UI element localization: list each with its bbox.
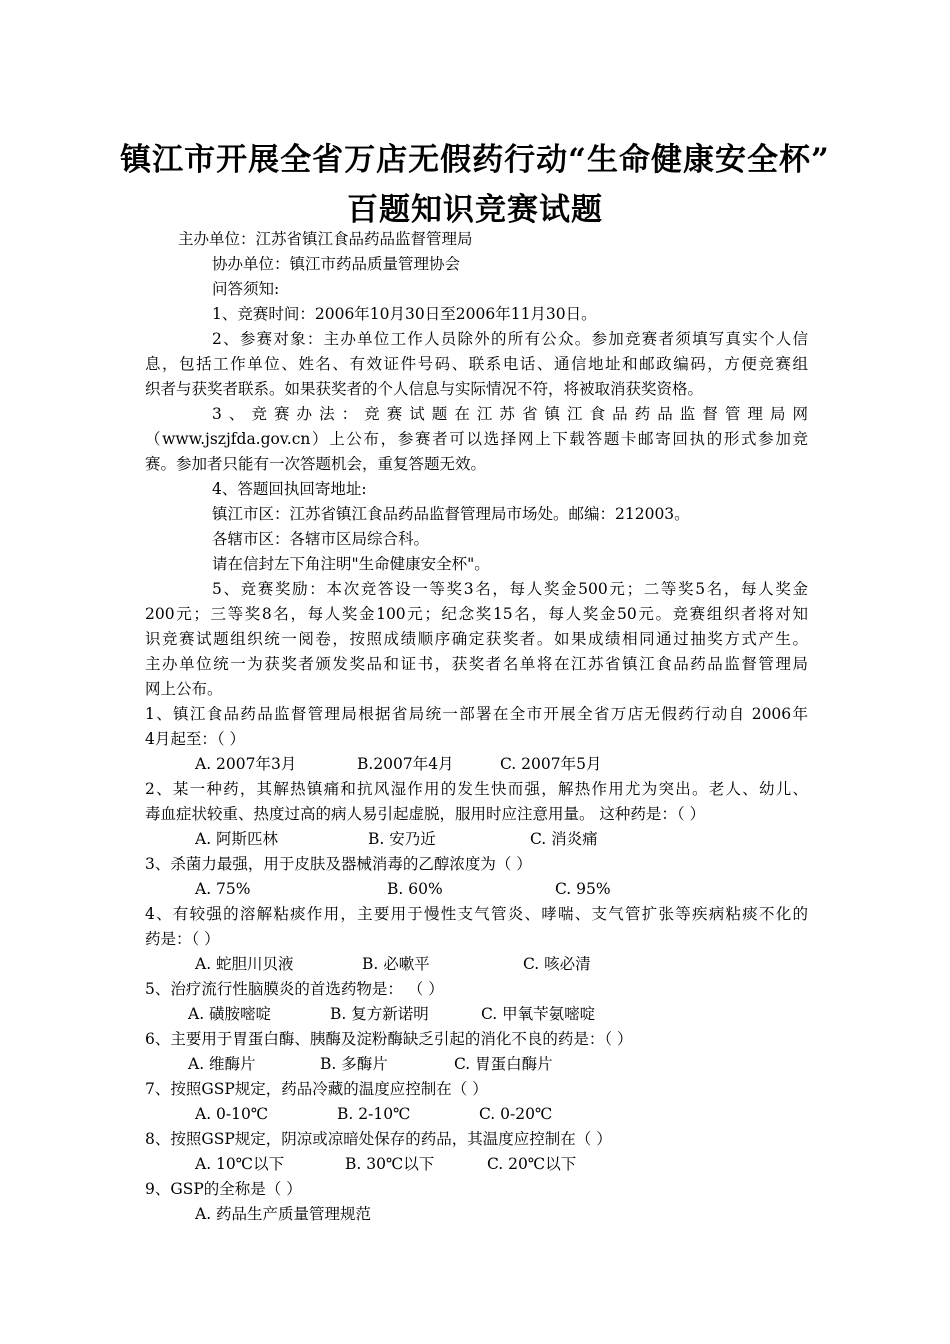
option-a: A. 蛇胆川贝液	[195, 955, 294, 973]
option-c: C. 甲氧苄氨嘧啶	[481, 1005, 596, 1023]
question-6: 6、主要用于胃蛋白酶、胰酶及淀粉酶缺乏引起的消化不良的药是：（ ）	[145, 1030, 633, 1048]
option-c: C. 0-20℃	[479, 1105, 553, 1123]
rule-4-heading: 4、答题回执回寄地址:	[212, 480, 367, 498]
rule-3-line-3: 赛。参加者只能有一次答题机会，重复答题无效。	[145, 455, 487, 473]
option-a: A. 维酶片	[188, 1055, 256, 1073]
co-organizer-line: 协办单位：镇江市药品质量管理协会	[212, 255, 461, 273]
rule-4-city-address: 镇江市区：江苏省镇江食品药品监督管理局市场处。邮编：212003。	[212, 505, 690, 523]
option-a: A. 磺胺嘧啶	[188, 1005, 272, 1023]
option-c: C. 95%	[555, 880, 611, 898]
question-4-line-2: 药是：（ ）	[145, 930, 220, 948]
rule-5-line-4: 主办单位统一为获奖者颁发奖品和证书，获奖者名单将在江苏省镇江食品药品监督管理局	[145, 655, 808, 673]
question-4-options	[195, 952, 591, 977]
question-9: 9、GSP的全称是（ ）	[145, 1180, 302, 1198]
question-2-line-2: 毒血症状较重、热度过高的病人易引起虚脱，服用时应注意用量。 这种药是：（ ）	[145, 805, 706, 823]
rule-4-envelope-note: 请在信封左下角注明"生命健康安全杯"。	[212, 555, 490, 573]
page-title-line-2: 百题知识竞赛试题	[347, 192, 603, 228]
option-b: B. 安乃近	[368, 830, 436, 848]
option-c: C. 胃蛋白酶片	[454, 1055, 553, 1073]
option-b: B. 30℃以下	[345, 1155, 435, 1173]
question-8-options	[195, 1152, 576, 1177]
rule-5-line-3: 识竞赛试题组织统一阅卷，按照成绩顺序确定获奖者。如果成绩相同通过抽奖方式产生。	[145, 630, 808, 648]
option-a: A. 0-10℃	[195, 1105, 269, 1123]
question-2-options	[195, 827, 598, 852]
question-5-options	[188, 1002, 595, 1027]
question-1-line-1: 1、镇江食品药品监督管理局根据省局统一部署在全市开展全省万店无假药行动自 2006年	[145, 705, 808, 723]
notice-heading: 问答须知:	[212, 280, 280, 298]
rule-5-line-5: 网上公布。	[145, 680, 223, 698]
question-2-line-1: 2、某一种药，其解热镇痛和抗风湿作用的发生快而强，解热作用尤为突出。老人、幼儿、	[145, 780, 808, 798]
rule-2-line-3: 织者与获奖者联系。如果获奖者的个人信息与实际情况不符，将被取消获奖资格。	[145, 380, 704, 398]
question-1-line-2: 4月起至：（ ）	[145, 730, 246, 748]
option-b: B. 2-10℃	[337, 1105, 411, 1123]
organizer-line: 主办单位：江苏省镇江食品药品监督管理局	[178, 230, 473, 248]
rule-2-line-2: 息，包括工作单位、姓名、有效证件号码、联系电话、通信地址和邮政编码，方便竞赛组	[145, 355, 808, 373]
question-9-option-a: A. 药品生产质量管理规范	[195, 1205, 372, 1223]
question-8: 8、按照GSP规定，阴凉或凉暗处保存的药品，其温度应控制在（ ）	[145, 1130, 612, 1148]
option-b: B. 复方新诺明	[330, 1005, 429, 1023]
rule-5-line-2: 200元；三等奖8名，每人奖金100元；纪念奖15名，每人奖金50元。竞赛组织者将对知	[145, 605, 808, 623]
rule-1-time: 1、竞赛时间：2006年10月30日至2006年11月30日。	[212, 305, 597, 323]
option-b: B. 必嗽平	[362, 955, 430, 973]
question-3: 3、杀菌力最强，用于皮肤及器械消毒的乙醇浓度为（ ）	[145, 855, 532, 873]
rule-4-county-address: 各辖市区：各辖市区局综合科。	[212, 530, 430, 548]
rule-5-line-1: 5、竞赛奖励：本次竞答设一等奖3名，每人奖金500元；二等奖5名，每人奖金	[212, 580, 808, 598]
question-6-options	[188, 1052, 553, 1077]
rule-2-line-1: 2、参赛对象：主办单位工作人员除外的所有公众。参加竞赛者须填写真实个人信	[212, 330, 808, 348]
option-a: A. 10℃以下	[195, 1155, 285, 1173]
rule-3-line-1: 3、竞赛办法：竞赛试题在江苏省镇江食品药品监督管理局网	[212, 405, 808, 423]
question-7: 7、按照GSP规定，药品冷藏的温度应控制在（ ）	[145, 1080, 488, 1098]
option-b: B. 60%	[387, 880, 443, 898]
option-a: A. 阿斯匹林	[195, 830, 279, 848]
option-b: B.2007年4月	[357, 755, 454, 773]
option-c: C. 咳必清	[523, 955, 591, 973]
option-c: C. 2007年5月	[500, 755, 602, 773]
question-7-options	[195, 1102, 552, 1127]
rule-3-line-2: （www.jszjfda.gov.cn）上公布，参赛者可以选择网上下载答题卡邮寄回执的形式参加竞	[145, 430, 808, 448]
option-a: A. 75%	[195, 880, 251, 898]
option-b: B. 多酶片	[320, 1055, 388, 1073]
question-4-line-1: 4、有较强的溶解粘痰作用，主要用于慢性支气管炎、哮喘、支气管扩张等疾病粘痰不化的	[145, 905, 808, 923]
option-a: A. 2007年3月	[195, 755, 297, 773]
option-c: C. 20℃以下	[487, 1155, 577, 1173]
question-5: 5、治疗流行性脑膜炎的首选药物是： （ ）	[145, 980, 444, 998]
question-3-options	[195, 877, 611, 902]
page-title-line-1: 镇江市开展全省万店无假药行动“生命健康安全杯”	[120, 142, 830, 178]
question-1-options	[195, 752, 601, 777]
option-c: C. 消炎痛	[530, 830, 598, 848]
